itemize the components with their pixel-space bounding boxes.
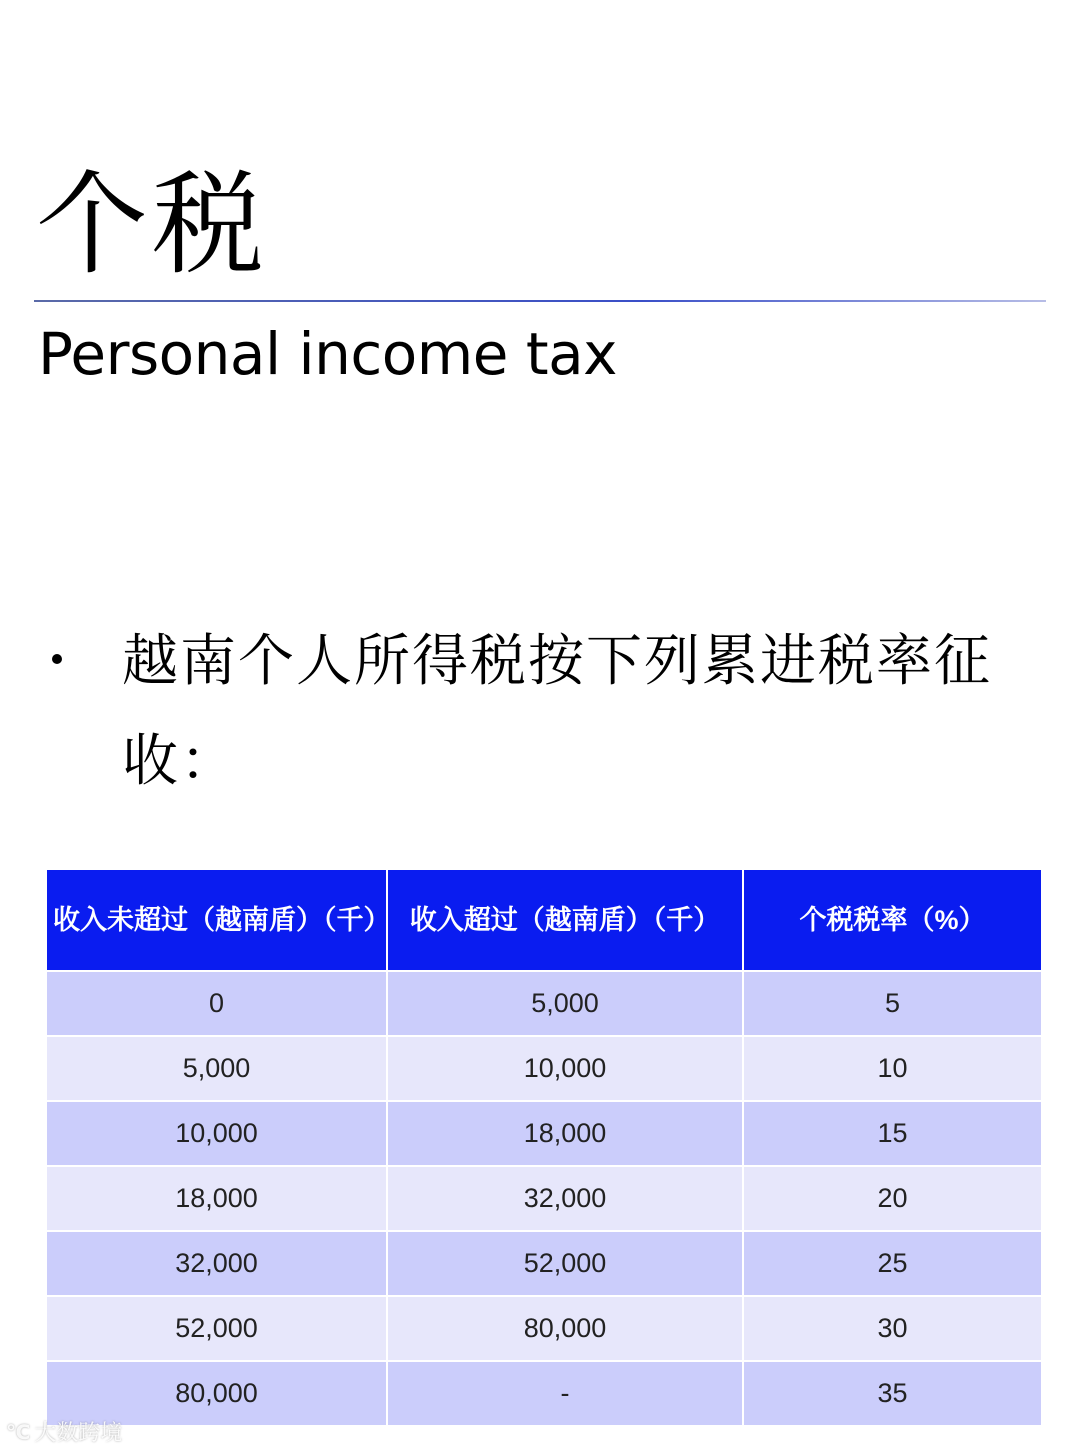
cell-not-exceeding: 5,000 [46,1036,387,1101]
cell-exceeding: 5,000 [387,971,743,1036]
header-income-not-exceeding: 收入未超过（越南盾）（千） [46,869,387,971]
header-tax-rate: 个税税率（%） [743,869,1042,971]
cell-exceeding: 80,000 [387,1296,743,1361]
cell-not-exceeding: 52,000 [46,1296,387,1361]
cell-rate: 35 [743,1361,1042,1426]
cell-rate: 5 [743,971,1042,1036]
watermark [6,1416,122,1447]
cell-exceeding: 18,000 [387,1101,743,1166]
decorative-pill-bottom [700,330,1080,555]
watermark-logo-icon: ℃ [6,1419,31,1444]
cell-not-exceeding: 18,000 [46,1166,387,1231]
title-divider [34,300,1046,302]
table-header-row [46,869,1042,971]
cell-rate: 20 [743,1166,1042,1231]
cell-exceeding: 32,000 [387,1166,743,1231]
cell-not-exceeding: 80,000 [46,1361,387,1426]
cell-exceeding: 10,000 [387,1036,743,1101]
page-title: 个税 [36,160,268,290]
table-row [46,1296,1042,1361]
table-row [46,1036,1042,1101]
table-row [46,1361,1042,1426]
table-row [46,1231,1042,1296]
bullet-icon [52,654,62,664]
watermark-text: 大数跨境 [34,1421,123,1446]
cell-exceeding: - [387,1361,743,1426]
cell-not-exceeding: 10,000 [46,1101,387,1166]
cell-rate: 30 [743,1296,1042,1361]
header-income-exceeding: 收入超过（越南盾）（千） [387,869,743,971]
decorative-pill-top [700,30,1080,190]
cell-not-exceeding: 0 [46,971,387,1036]
cell-rate: 10 [743,1036,1042,1101]
cell-exceeding: 52,000 [387,1231,743,1296]
table-row [46,1101,1042,1166]
cell-not-exceeding: 32,000 [46,1231,387,1296]
table-row [46,971,1042,1036]
cell-rate: 25 [743,1231,1042,1296]
cell-rate: 15 [743,1101,1042,1166]
tax-rate-table [45,868,1043,1427]
table-row [46,1166,1042,1231]
bullet-text: 越南个人所得税按下列累进税率征收： [122,629,992,794]
page-subtitle: Personal income tax [38,320,617,388]
